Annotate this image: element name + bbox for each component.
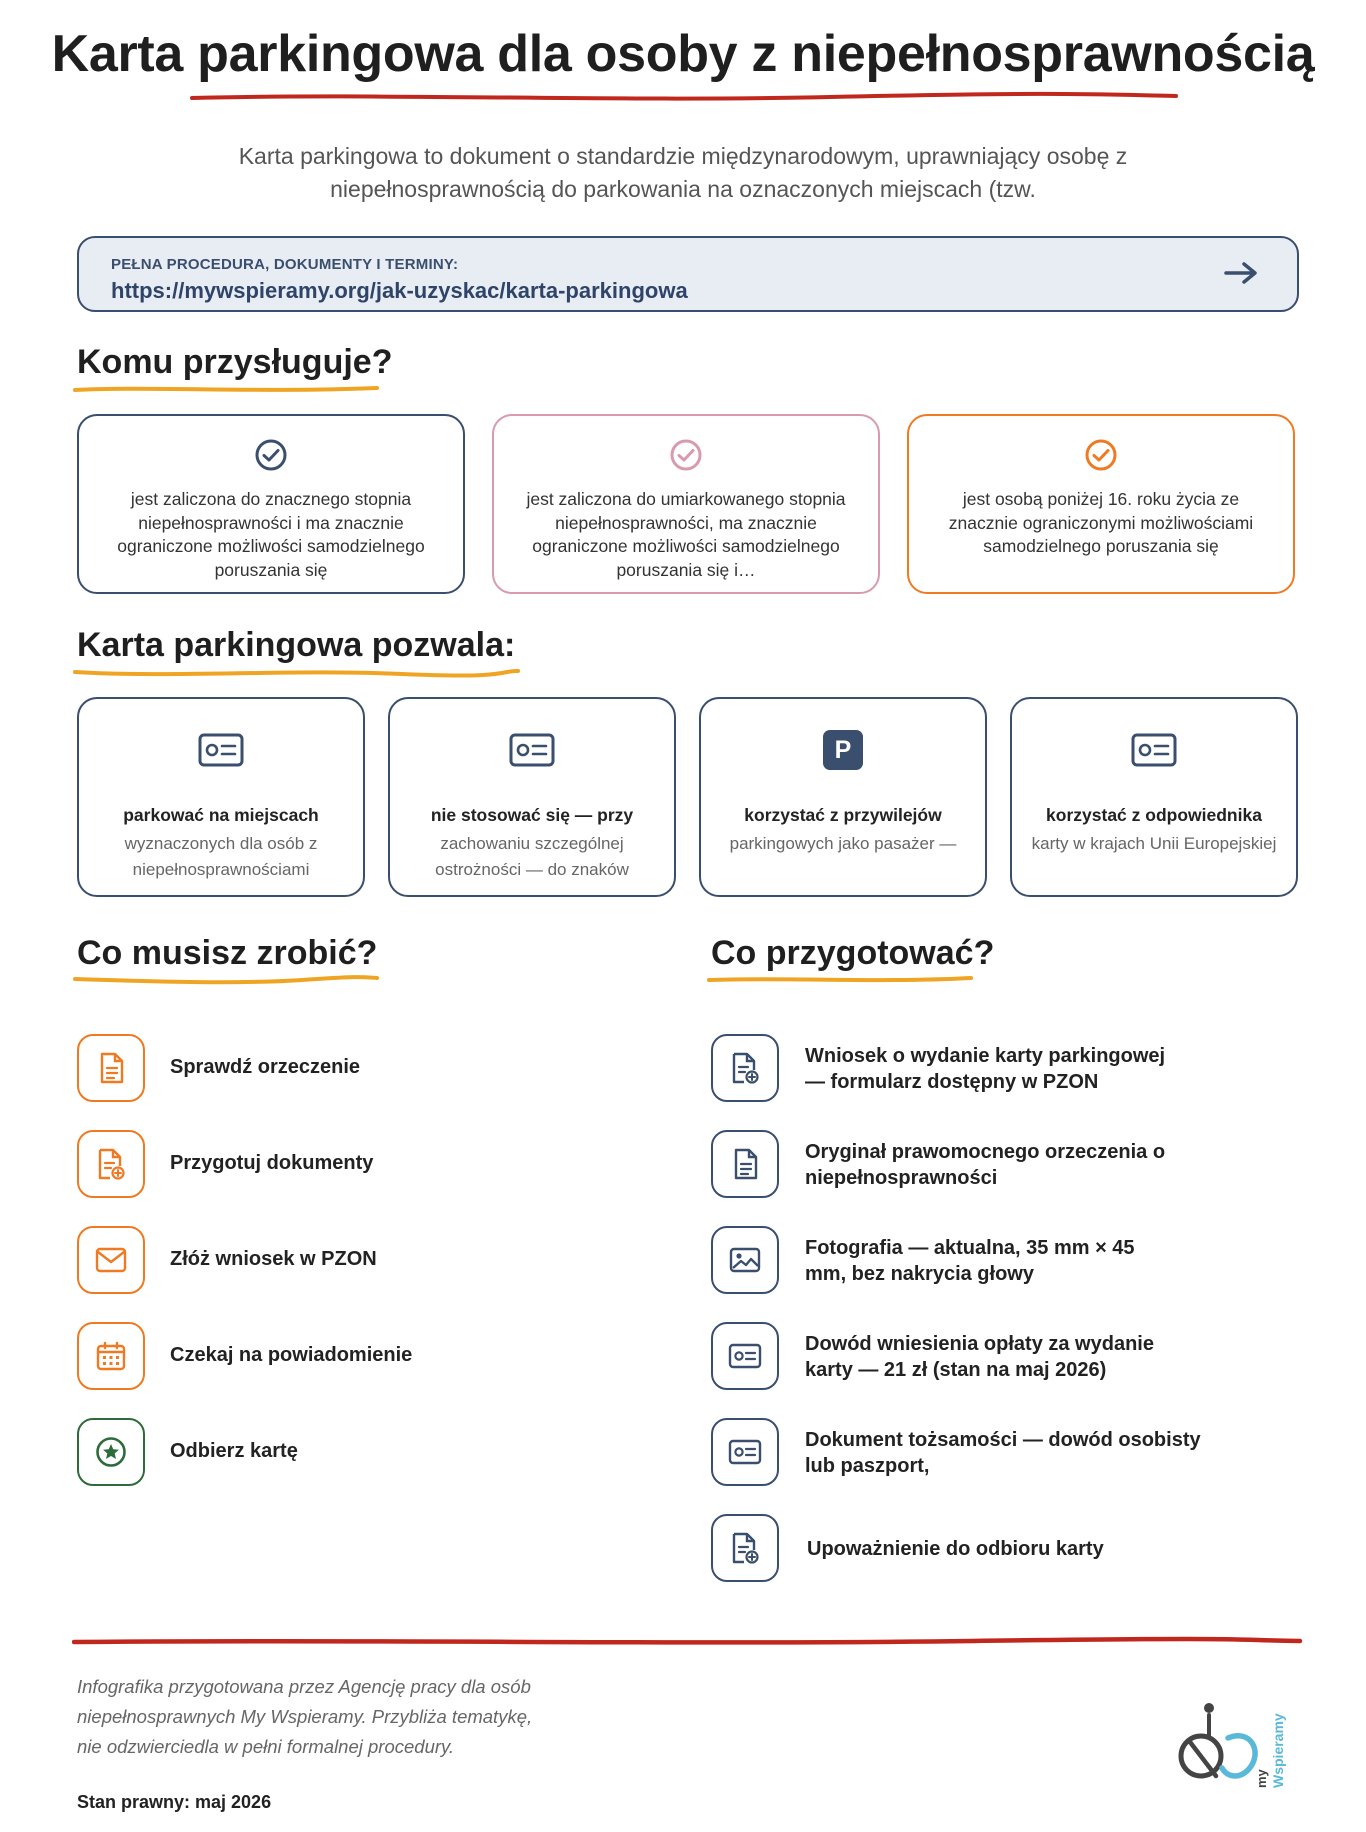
intro-line-2: niepełnosprawnością do parkowania na oznaczonych miejscach (tzw. — [330, 176, 1036, 202]
id-card-icon — [1130, 732, 1178, 768]
eligibility-card-text: jest zaliczona do umiarkowanego stopnia niepełnosprawności, ma znacznie ograniczone możliwości samodzielnego poruszania się i… — [526, 489, 846, 580]
allows-card-bold: nie stosować się — przy — [430, 805, 634, 825]
step-5-label: Odbierz kartę — [170, 1440, 298, 1462]
prepare-3-icon-box — [711, 1226, 779, 1294]
step-3-label: Złóż wniosek w PZON — [170, 1248, 377, 1270]
allows-card-rest: karty w krajach Unii Europejskiej — [1031, 834, 1277, 853]
prepare-1-icon-box — [711, 1034, 779, 1102]
procedure-link-url[interactable]: https://mywspieramy.org/jak-uzyskac/karta-parkingowa — [111, 278, 688, 303]
allows-card-bold: parkować na miejscach — [123, 805, 319, 825]
id-card-icon — [728, 1439, 762, 1465]
procedure-link-label: PEŁNA PROCEDURA, DOKUMENTY I TERMINY: — [111, 256, 459, 273]
eligibility-heading-underline — [72, 382, 382, 396]
disclaimer — [77, 1672, 597, 1762]
prepare-4-text — [805, 1331, 1235, 1383]
allows-card-1 — [77, 697, 365, 897]
step-2-icon-box — [77, 1130, 145, 1198]
eligibility-card-text: jest zaliczona do znacznego stopnia niepełnosprawności i ma znacznie ograniczone możliwości samodzielnego poruszania się — [117, 489, 425, 580]
prepare-1-line-1: Wniosek o wydanie karty parkingowej — [805, 1045, 1166, 1067]
disclaimer-line-3: nie odzwierciedla w pełni formalnej procedury. — [77, 1736, 455, 1757]
allows-card-4 — [1010, 697, 1298, 897]
allows-card-bold: korzystać z odpowiednika — [1046, 805, 1262, 825]
prepare-5-line-2: lub paszport, — [805, 1455, 930, 1477]
document-icon — [97, 1052, 125, 1084]
disclaimer-line-2: niepełnosprawnych My Wspieramy. Przybliża tematykę, — [77, 1706, 533, 1727]
eligibility-card-2 — [492, 414, 880, 594]
prepare-3-line-2: mm, bez nakrycia głowy — [805, 1263, 1034, 1285]
allows-card-2 — [388, 697, 676, 897]
intro-text — [183, 140, 1183, 206]
prepare-heading: Co przygotować? — [711, 934, 995, 972]
star-circle-icon — [95, 1436, 127, 1468]
prepare-2-icon-box — [711, 1130, 779, 1198]
allows-card-bold: korzystać z przywilejów — [744, 805, 942, 825]
prepare-heading-underline — [706, 972, 976, 988]
eligibility-card-1 — [77, 414, 465, 594]
prepare-5-line-1: Dokument tożsamości — dowód osobisty — [805, 1429, 1201, 1451]
step-4-icon-box — [77, 1322, 145, 1390]
logo-name: Wspieramy — [1270, 1713, 1286, 1788]
document-add-icon — [730, 1532, 760, 1564]
eligibility-card-3 — [907, 414, 1295, 594]
prepare-1-text — [805, 1043, 1235, 1095]
steps-heading: Co musisz zrobić? — [77, 934, 378, 972]
image-icon — [729, 1247, 761, 1273]
title-underline — [190, 88, 1180, 106]
allows-heading-underline — [72, 664, 522, 680]
document-add-icon — [730, 1052, 760, 1084]
parking-icon: P — [823, 730, 863, 770]
prepare-4-icon-box — [711, 1322, 779, 1390]
logo-mark — [1176, 1698, 1266, 1788]
step-2-label: Przygotuj dokumenty — [170, 1152, 374, 1174]
step-1-icon-box — [77, 1034, 145, 1102]
check-circle-icon — [1084, 438, 1118, 472]
step-1-label: Sprawdź orzeczenie — [170, 1056, 361, 1078]
logo-my: my — [1254, 1769, 1269, 1788]
prepare-4-line-1: Dowód wniesienia opłaty za wydanie — [805, 1333, 1154, 1355]
prepare-5-icon-box — [711, 1418, 779, 1486]
steps-heading-underline — [72, 972, 382, 988]
step-5-icon-box — [77, 1418, 145, 1486]
prepare-5-text — [805, 1427, 1235, 1479]
allows-card-rest: wyznaczonych dla osób z niepełnosprawnościami — [124, 834, 318, 879]
prepare-2-line-1: Oryginał prawomocnego orzeczenia o — [805, 1141, 1166, 1163]
prepare-3-text — [805, 1235, 1235, 1287]
prepare-4-line-2: karty — 21 zł (stan na maj 2026) — [805, 1359, 1107, 1381]
allows-card-rest: parkingowych jako pasażer — — [729, 834, 957, 853]
allows-card-3 — [699, 697, 987, 897]
id-card-icon — [508, 732, 556, 768]
check-circle-icon — [669, 438, 703, 472]
legal-status: Stan prawny: maj 2026 — [77, 1792, 272, 1812]
mail-icon — [95, 1247, 127, 1273]
allows-card-rest: zachowaniu szczególnej ostrożności — do znaków — [435, 834, 629, 879]
id-card-icon — [728, 1343, 762, 1369]
allows-heading: Karta parkingowa pozwala: — [77, 626, 516, 664]
eligibility-heading: Komu przysługuje? — [77, 343, 393, 381]
footer-divider — [72, 1635, 1304, 1649]
page-title: Karta parkingowa dla osoby z niepełnosprawnością — [51, 25, 1315, 83]
prepare-6-text — [807, 1536, 1237, 1562]
document-add-icon — [96, 1148, 126, 1180]
logo — [1176, 1698, 1296, 1798]
document-icon — [731, 1148, 759, 1180]
intro-line-1: Karta parkingowa to dokument o standardzie międzynarodowym, uprawniający osobę z — [238, 143, 1128, 169]
prepare-6-icon-box — [711, 1514, 779, 1582]
prepare-1-line-2: — formularz dostępny w PZON — [805, 1071, 1099, 1093]
step-3-icon-box — [77, 1226, 145, 1294]
step-4-label: Czekaj na powiadomienie — [170, 1344, 413, 1366]
eligibility-card-text: jest osobą poniżej 16. roku życia ze znacznie ograniczonymi możliwościami samodzielnego poruszania się — [948, 489, 1254, 556]
prepare-6-line-1: Upoważnienie do odbioru karty — [807, 1538, 1104, 1560]
disclaimer-line-1: Infografika przygotowana przez Agencję pracy dla osób — [77, 1676, 531, 1697]
prepare-3-line-1: Fotografia — aktualna, 35 mm × 45 — [805, 1237, 1135, 1259]
calendar-icon — [96, 1341, 126, 1371]
prepare-2-line-2: niepełnosprawności — [805, 1167, 998, 1189]
arrow-right-icon[interactable] — [1223, 258, 1259, 288]
prepare-2-text — [805, 1139, 1235, 1191]
check-circle-icon — [254, 438, 288, 472]
id-card-icon — [197, 732, 245, 768]
procedure-link-box[interactable] — [77, 236, 1299, 312]
